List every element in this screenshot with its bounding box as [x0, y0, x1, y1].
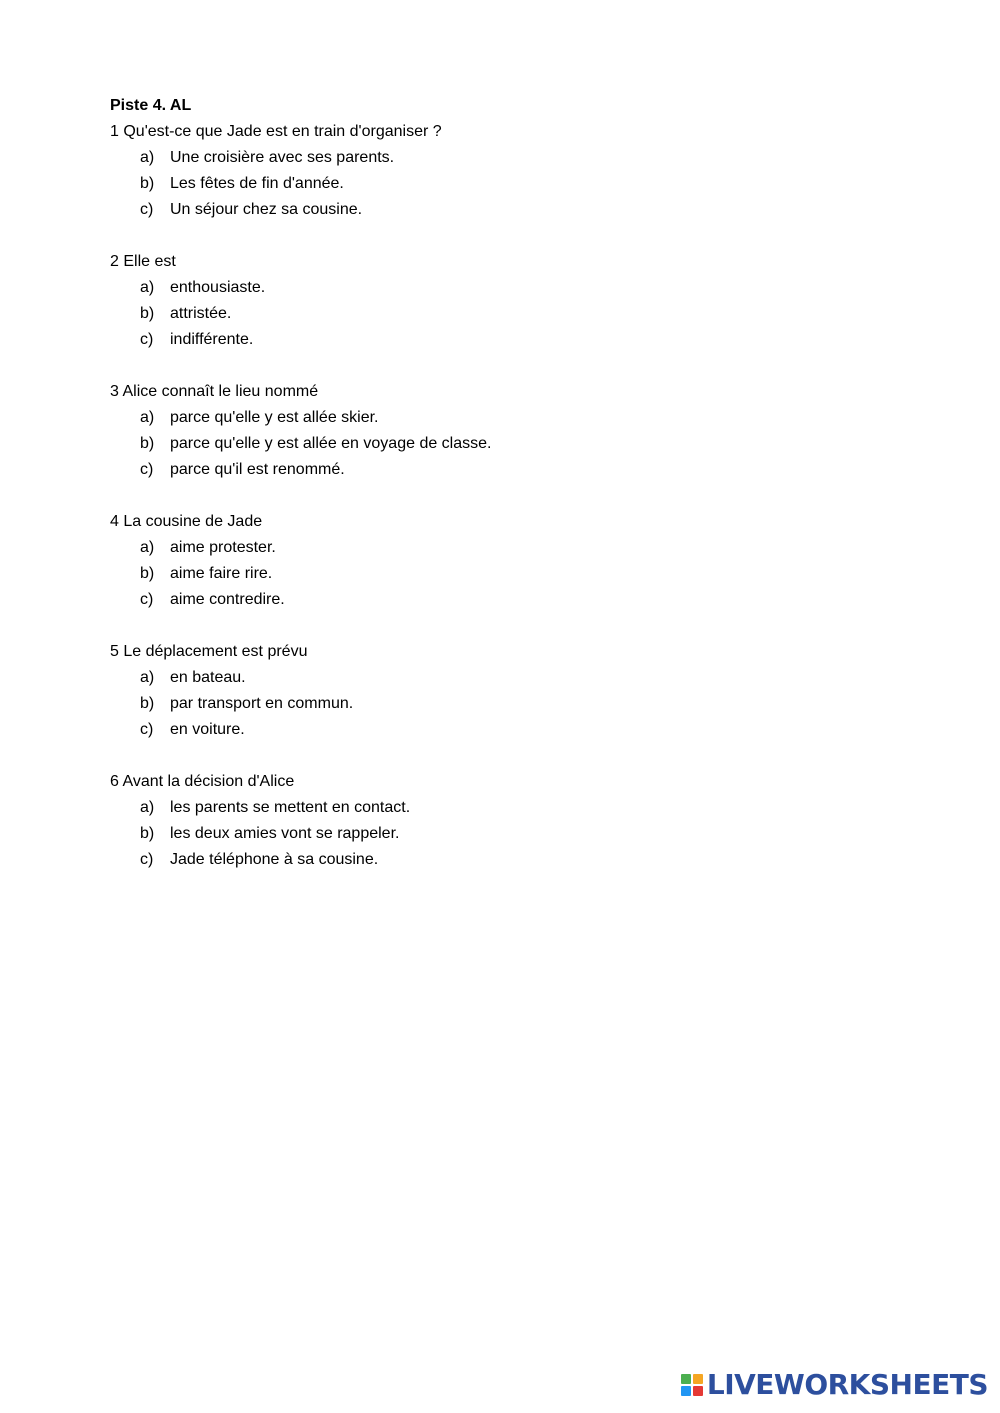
answer-option[interactable]	[110, 847, 930, 873]
option-letter: b)	[140, 825, 155, 842]
question-text: 4 La cousine de Jade	[110, 513, 263, 530]
logo-blocks-icon	[681, 1374, 703, 1396]
worksheet	[110, 93, 930, 899]
option-text: en voiture.	[170, 721, 245, 738]
question-6	[110, 769, 930, 873]
question-text: 6 Avant la décision d'Alice	[110, 773, 295, 790]
option-text: aime faire rire.	[170, 565, 273, 582]
answer-option[interactable]	[110, 795, 930, 821]
page-title: Piste 4. AL	[110, 97, 192, 114]
answer-option[interactable]	[110, 535, 930, 561]
option-letter: c)	[140, 331, 154, 348]
option-letter: c)	[140, 591, 154, 608]
option-text: Jade téléphone à sa cousine.	[170, 851, 379, 868]
answer-option[interactable]	[110, 197, 930, 223]
answer-option[interactable]	[110, 431, 930, 457]
option-letter: b)	[140, 435, 155, 452]
question-text: 5 Le déplacement est prévu	[110, 643, 308, 660]
answer-option[interactable]	[110, 457, 930, 483]
answer-option[interactable]	[110, 821, 930, 847]
option-text: attristée.	[170, 305, 232, 322]
option-letter: a)	[140, 149, 155, 166]
question-5	[110, 639, 930, 743]
question-4	[110, 509, 930, 613]
option-letter: a)	[140, 279, 155, 296]
answer-option[interactable]	[110, 275, 930, 301]
option-text: Une croisière avec ses parents.	[170, 149, 395, 166]
question-3	[110, 379, 930, 483]
option-letter: c)	[140, 721, 154, 738]
question-text: 3 Alice connaît le lieu nommé	[110, 383, 319, 400]
option-text: les parents se mettent en contact.	[170, 799, 411, 816]
option-letter: c)	[140, 201, 154, 218]
answer-option[interactable]	[110, 171, 930, 197]
option-letter: c)	[140, 461, 154, 478]
question-list	[110, 119, 930, 873]
option-text: Un séjour chez sa cousine.	[170, 201, 363, 218]
question-text: 1 Qu'est-ce que Jade est en train d'organiser ?	[110, 123, 442, 140]
option-letter: b)	[140, 565, 155, 582]
option-letter: b)	[140, 305, 155, 322]
option-text: parce qu'elle y est allée en voyage de classe.	[170, 435, 492, 452]
option-letter: a)	[140, 799, 155, 816]
option-text: par transport en commun.	[170, 695, 354, 712]
question-2	[110, 249, 930, 353]
logo-text: LIVEWORKSHEETS	[706, 1368, 988, 1401]
answer-option[interactable]	[110, 665, 930, 691]
option-text: Les fêtes de fin d'année.	[170, 175, 344, 192]
option-text: en bateau.	[170, 669, 246, 686]
option-text: indifférente.	[170, 331, 254, 348]
option-text: enthousiaste.	[170, 279, 266, 296]
question-1	[110, 119, 930, 223]
answer-option[interactable]	[110, 587, 930, 613]
option-text: parce qu'il est renommé.	[170, 461, 345, 478]
answer-option[interactable]	[110, 561, 930, 587]
answer-option[interactable]	[110, 145, 930, 171]
option-letter: c)	[140, 851, 154, 868]
option-letter: b)	[140, 695, 155, 712]
option-letter: a)	[140, 409, 155, 426]
option-text: parce qu'elle y est allée skier.	[170, 409, 379, 426]
answer-option[interactable]	[110, 691, 930, 717]
liveworksheets-logo	[681, 1368, 988, 1401]
answer-option[interactable]	[110, 327, 930, 353]
option-text: les deux amies vont se rappeler.	[170, 825, 400, 842]
option-text: aime contredire.	[170, 591, 285, 608]
option-letter: b)	[140, 175, 155, 192]
answer-option[interactable]	[110, 301, 930, 327]
answer-option[interactable]	[110, 405, 930, 431]
answer-option[interactable]	[110, 717, 930, 743]
option-text: aime protester.	[170, 539, 276, 556]
option-letter: a)	[140, 539, 155, 556]
option-letter: a)	[140, 669, 155, 686]
question-text: 2 Elle est	[110, 253, 176, 270]
